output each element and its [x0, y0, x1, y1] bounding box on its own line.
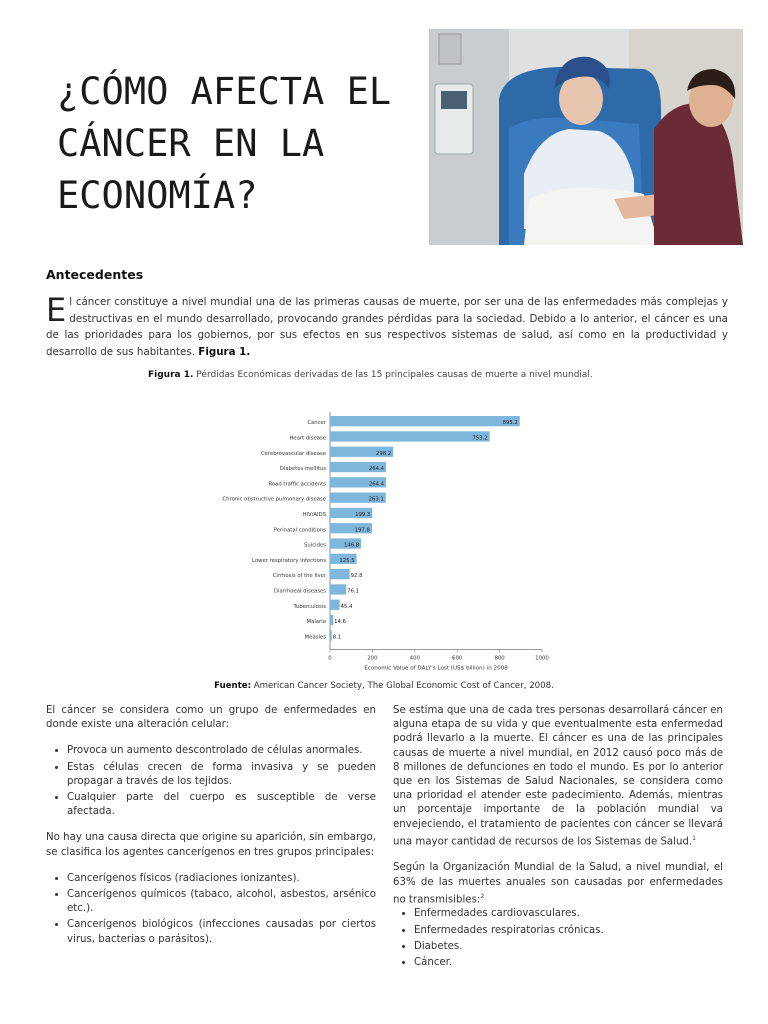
figure-source — [0, 681, 768, 691]
data-label: 146.8 — [343, 542, 360, 549]
right-paragraph-2-text: Según la Organización Mundial de la Salud, a nivel mundial, el 63% de las muertes anuales son causadas por enfermedades no transmisibles: — [393, 862, 723, 906]
x-tick-label: 800 — [494, 655, 505, 662]
x-tick-label: 200 — [367, 655, 378, 662]
category-label: Cerebrovascular disease — [260, 450, 326, 457]
category-label: Suicides — [304, 542, 326, 549]
bar — [330, 569, 350, 579]
bar — [330, 600, 340, 610]
source-text: American Cancer Society, The Global Economic Cost of Cancer, 2008. — [253, 681, 554, 691]
list-item: • Cancerígenos biológicos (infecciones causadas por ciertos virus, bacterias o parásitos). — [67, 918, 376, 946]
category-label: Cancer — [307, 420, 326, 427]
bar — [330, 431, 490, 441]
page-title: ¿CÓMO AFECTA EL CÁNCER EN LA ECONOMÍA? — [57, 70, 392, 217]
right-paragraph-1 — [393, 704, 723, 849]
x-axis-title: Economic Value of DALY's Lost (US$ billion) in 2008 — [364, 665, 508, 670]
figure-caption-text: Pérdidas Económicas derivadas de las 15 principales causas de muerte a nivel mundial. — [196, 370, 593, 380]
category-label: Diabetes mellitus — [279, 466, 326, 473]
patient-photo-illustration — [429, 29, 743, 245]
bar — [330, 615, 333, 625]
x-tick-label: 0 — [328, 655, 332, 662]
figure-caption — [148, 370, 593, 380]
category-label: HIV/AIDS — [302, 511, 326, 518]
data-label: 264.4 — [368, 481, 385, 488]
list-item: • Enfermedades respiratorias crónicas. — [414, 924, 723, 938]
list-item: • Cualquier parte del cuerpo es susceptible de verse afectada. — [67, 791, 376, 819]
list-item: • Provoca un aumento descontrolado de células anormales. — [67, 744, 376, 758]
footnote-ref: 2 — [480, 892, 485, 900]
bar — [330, 416, 520, 426]
ncd-list — [393, 907, 723, 970]
category-label: Chronic obstructive pulmonary disease — [222, 496, 326, 503]
data-label: 8.1 — [332, 634, 342, 641]
intro-paragraph — [46, 291, 728, 360]
list-item: • Enfermedades cardiovasculares. — [414, 907, 723, 921]
category-label: Lower respiratory infections — [252, 557, 326, 564]
drop-cap: E — [46, 291, 67, 329]
intro-text: l cáncer constituye a nivel mundial una de las primeras causas de muerte, por ser una de las enfermedades más complejas y destructivas en el mundo desarrollado, provocando grandes pérdidas para la sociedad. Debido a lo anterior, el cáncer es una de las prioridades para los gobiernos, por sus efectos en sus respectivos sistemas de salud, así como en la productividad y desarrollo de sus habitantes. — [46, 296, 728, 358]
category-label: Malaria — [306, 619, 326, 626]
list-item: • Cáncer. — [414, 956, 723, 970]
bar — [330, 630, 332, 640]
data-label: 199.3 — [355, 511, 371, 518]
bar — [330, 584, 346, 594]
carcinogen-list — [46, 872, 376, 947]
right-paragraph-1-text: Se estima que una de cada tres personas desarrollará cáncer en alguna etapa de su vida y que eventualmente esta enfermedad podrá llevarlo a la muerte. El cáncer es una de las principales causas de muerte a nivel mundial, en 2012 causó poco más de 8 millones de defunciones en todo el mundo. Es por lo anterior que en los Sistemas de Salud Nacionales, se considera como una prioridad el atender este padecimiento. Además, mientras un porcentaje importante de la población mundial va envejeciendo, el tratamiento de pacientes con cáncer se llevará una mayor cantidad de recursos de los Sistemas de Salud. — [393, 705, 723, 848]
data-label: 125.5 — [339, 557, 355, 564]
x-tick-label: 400 — [409, 655, 420, 662]
left-paragraph-1: El cáncer se considera como un grupo de enfermedades en donde existe una alteración celular: — [46, 705, 376, 731]
data-label: 76.1 — [347, 588, 359, 595]
figure-reference: Figura 1. — [198, 345, 251, 358]
category-label: Road traffic accidents — [268, 481, 326, 488]
cell-alteration-list — [46, 744, 376, 819]
data-label: 895.2 — [502, 420, 518, 427]
data-label: 753.2 — [472, 435, 488, 442]
category-label: Cirrhosis of the liver — [272, 573, 326, 580]
category-label: Diarrhoeal diseases — [273, 588, 326, 595]
source-label: Fuente: — [214, 681, 252, 691]
list-item: • Cancerígenos físicos (radiaciones ionizantes). — [67, 872, 376, 886]
right-paragraph-2 — [393, 861, 723, 907]
left-paragraph-2: No hay una causa directa que origine su aparición, sin embargo, se clasifica los agentes cancerígenos en tres grupos principales: — [46, 832, 376, 858]
list-item: • Diabetes. — [414, 940, 723, 954]
footnote-ref: 1 — [692, 834, 696, 842]
x-tick-label: 1000 — [535, 655, 549, 662]
economic-loss-bar-chart — [210, 402, 562, 670]
data-label: 14.6 — [334, 619, 346, 626]
data-label: 197.8 — [354, 527, 370, 534]
x-tick-label: 600 — [452, 655, 463, 662]
data-label: 92.8 — [350, 573, 363, 580]
data-label: 264.4 — [368, 466, 385, 473]
hero-photo — [429, 29, 743, 245]
right-column — [393, 704, 723, 982]
category-label: Perinatal conditions — [273, 527, 326, 534]
section-heading: Antecedentes — [46, 267, 144, 282]
left-column — [46, 704, 376, 959]
category-label: Tuberculosis — [293, 603, 326, 610]
figure-label: Figura 1. — [148, 370, 194, 380]
category-label: Heart disease — [289, 435, 326, 442]
list-item: • Estas células crecen de forma invasiva y se pueden propagar a través de los tejidos. — [67, 761, 376, 789]
list-item: • Cancerígenos químicos (tabaco, alcohol, asbestos, arsénico etc.). — [67, 888, 376, 916]
data-label: 298.2 — [376, 450, 392, 457]
category-label: Measles — [304, 634, 326, 641]
data-label: 45.4 — [340, 603, 353, 610]
data-label: 263.1 — [368, 496, 384, 503]
